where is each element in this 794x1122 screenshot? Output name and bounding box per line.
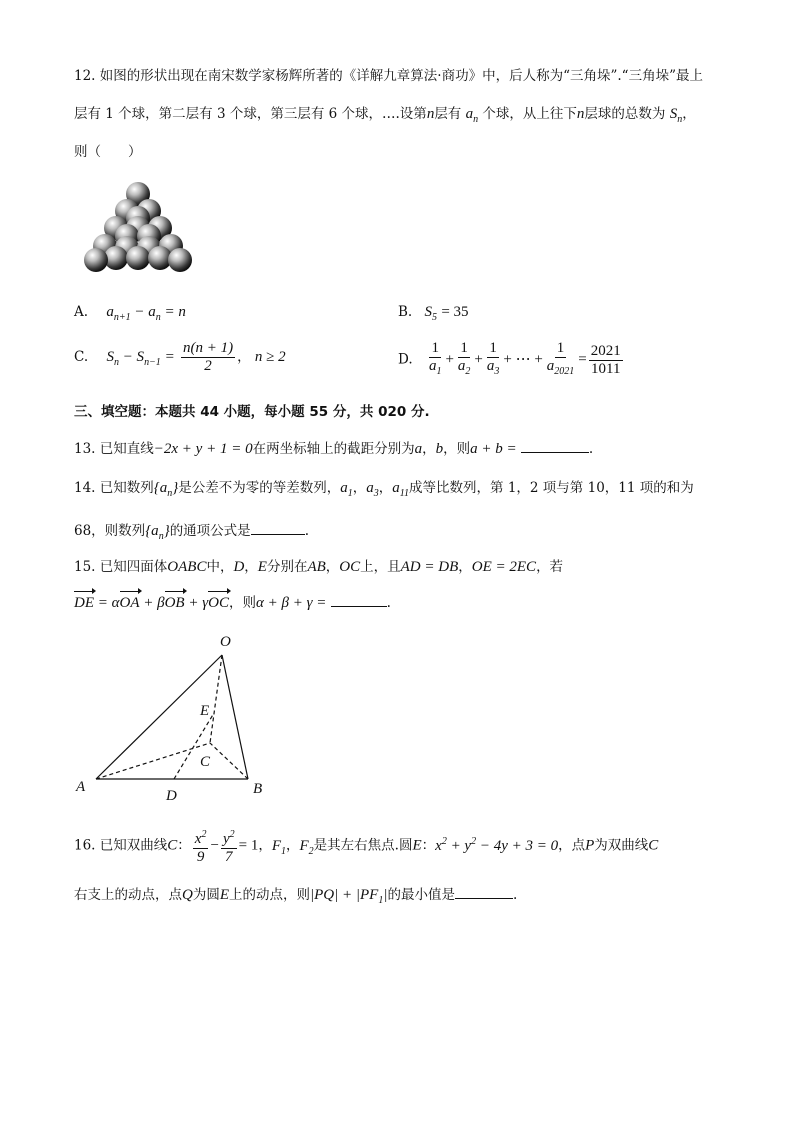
- q12-text-b: 层有 1 个球，第二层有 3 个球，第三层有 6 个球，….设第: [74, 106, 427, 122]
- q12-n: n: [426, 106, 435, 122]
- vertex-b-label: B: [253, 781, 263, 797]
- q12-option-a[interactable]: A. $a_{n+1} - a_n = n$: [74, 304, 186, 323]
- vertex-o-label: O: [220, 634, 231, 650]
- q15-number: 15.: [74, 559, 96, 575]
- q16-line1: 16. 已知双曲线C： $\frac{x^2}{9}$ − $\frac{y^2}{7}$ = 1，$F_1$，$F_2$是其左右焦点.圆E：$x^2 + y^2 - 4y + 3 = 0$，点P为双曲线C: [74, 826, 658, 866]
- option-d-label: D.: [398, 351, 413, 368]
- q13-line: 13. 已知直线−2x + y + 1 = 0在两坐标轴上的截距分别为a，b，则a + b = .: [74, 438, 593, 459]
- q12-option-c[interactable]: C. $S_n - S_{n-1}$ = $\frac{n(n + 1)}{2}$ ， n ≥ 2: [74, 340, 286, 374]
- q14-line1: 14. 已知数列$\{a_n\}$是公差不为零的等差数列，$a_1$，$a_3$，$a_{11}$成等比数列，第 1，2 项与第 10，11 项的和为: [74, 480, 694, 499]
- q15-line2: DE = αOA + βOB + γOC，则α + β + γ = .: [74, 592, 391, 613]
- q14-answer-blank[interactable]: [251, 520, 305, 535]
- q12-text-e: 层球的总数为: [584, 106, 666, 122]
- vertex-c-label: C: [200, 754, 211, 770]
- q16-line2: 右支上的动点，点Q为圆E上的动点，则$|PQ| + |PF_1|$的最小值是 .: [74, 884, 517, 911]
- q16-number: 16.: [74, 837, 96, 854]
- option-a-label: A.: [74, 304, 89, 320]
- q12-text-a: 如图的形状出现在南宋数学家杨辉所著的《详解九章算法·商功》中，后人称为“三角垛”.“三角垛”最上: [99, 68, 703, 84]
- q12-sn: $S_n$: [669, 106, 683, 125]
- option-b-label: B.: [398, 304, 413, 320]
- q12-option-d[interactable]: D. $\frac{1}{a_1}$ + $\frac{1}{a_2}$ + $\frac{1}{a_3}$ + ⋯ + $\frac{1}{a_{2021}}$ = $\frac{2021}{1011}$: [398, 340, 621, 377]
- q12-n2: n: [576, 106, 585, 122]
- q12-text-d: 个球，从上往下: [482, 106, 577, 122]
- triangular-stack-image: [84, 180, 194, 276]
- q12-text-f: 则（ ）: [74, 144, 142, 160]
- option-c-cond: n ≥ 2: [254, 349, 286, 365]
- q12-option-b[interactable]: B. $S_5 = 35$: [398, 304, 469, 323]
- q12-line3: [74, 142, 142, 162]
- q15-line1: 15. 已知四面体OABC中，D，E分别在AB，OC上，且AD = DB，OE = 2EC，若: [74, 559, 564, 575]
- q16-answer-blank[interactable]: [455, 884, 513, 899]
- q15-answer-blank[interactable]: [331, 592, 387, 607]
- q13-number: 13.: [74, 441, 96, 457]
- vertex-a-label: A: [76, 779, 86, 795]
- q12-number: 12.: [74, 68, 96, 84]
- q13-answer-blank[interactable]: [521, 438, 589, 453]
- option-c-label: C.: [74, 349, 89, 365]
- q12-an: $a_n$: [465, 106, 479, 125]
- q12-text-c: 层有: [434, 106, 462, 122]
- option-b-value: 35: [453, 304, 469, 320]
- q12-line2: 层有 1 个球，第二层有 3 个球，第三层有 6 个球，….设第n层有 $a_n$ 个球，从上往下n层球的总数为 $S_n$，: [74, 106, 696, 125]
- point-e-label: E: [200, 703, 210, 719]
- q12-line1: [74, 66, 703, 86]
- q14-number: 14.: [74, 480, 96, 496]
- section-3-heading: 三、填空题：本题共 44 小题，每小题 55 分，共 020 分.: [74, 404, 430, 420]
- q14-line2: 68，则数列$\{a_n\}$的通项公式是 .: [74, 520, 309, 547]
- tetrahedron-diagram: [70, 628, 280, 806]
- point-d-label: D: [166, 788, 177, 804]
